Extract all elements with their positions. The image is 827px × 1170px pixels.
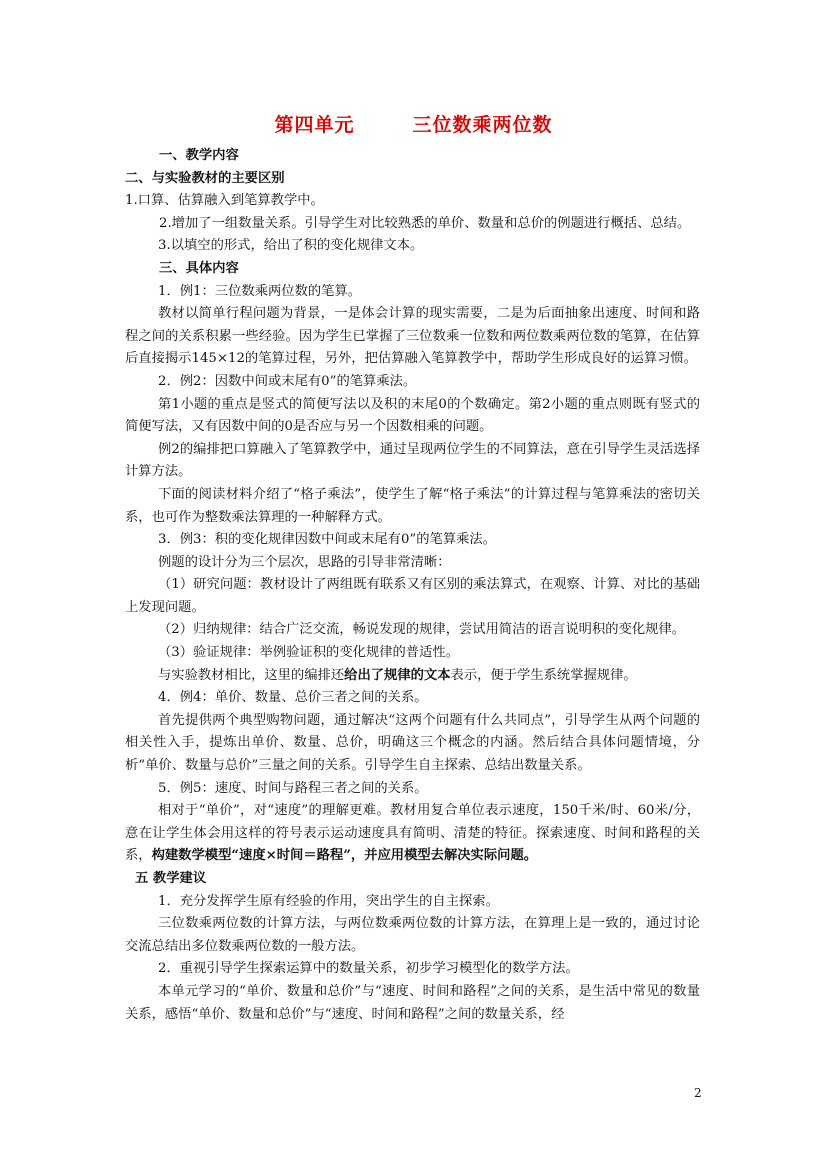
section-heading-1: 一、教学内容 <box>159 148 239 163</box>
paragraph: 教材以简单行程问题为背景，一是体会计算的现实需要，二是为后面抽象出速度、时间和路程之间的关系积累一些经验。因为学生已掌握了三位数乘一位数和两位数乘两位数的笔算，在估算后直接揭示145×12的笔算过程，另外，把估算融入笔算教学中，帮助学生形成良好的运算习惯。 <box>125 306 700 367</box>
paragraph: 1．充分发挥学生原有经验的作用，突出学生的自主探索。 <box>158 893 499 909</box>
section-heading-3: 三、具体内容 <box>159 260 239 276</box>
section-heading-5: 五 教学建议 <box>135 871 207 886</box>
paragraph: 5．例5：速度、时间与路程三者之间的关系。 <box>158 780 428 796</box>
paragraph: 2．例2：因数中间或末尾有0”的笔算乘法。 <box>158 373 417 389</box>
paragraph: （3）验证规律：举例验证积的变化规律的普适性。 <box>158 645 459 661</box>
paragraph: 本单元学习的“单价、数量和总价”与“速度、时间和路程”之间的关系，是生活中常见的数量关系，感悟“单价、数量和总价”与“速度、时间和路程”之间的数量关系，经 <box>125 983 700 1022</box>
section-heading-2: 二、与实验教材的主要区别 <box>125 170 285 186</box>
text-run: 相对于“单价”，对“速度”的理解更难。教材用复合单位表示速度，150千米/时、60米/分，意在让学生体会用这样的符号表示运动速度具有简明、清楚的特征。探索速度、时间和路程的关系， <box>125 803 700 864</box>
paragraph <box>125 665 700 688</box>
page-number: 2 <box>694 1086 702 1100</box>
paragraph: 例题的设计分为三个层次，思路的引导非常清晰： <box>158 554 451 570</box>
text-run: 表示，便于学生系统掌握规律。 <box>450 667 637 683</box>
bold-text-run: 给出了规律的文本 <box>344 667 451 683</box>
document-body <box>125 145 700 1026</box>
paragraph: 三位数乘两位数的计算方法，与两位数乘两位数的计算方法，在算理上是一致的，通过讨论交流总结出多位数乘两位数的一般方法。 <box>125 916 700 954</box>
paragraph: 例2的编排把口算融入了笔算教学中，通过呈现两位学生的不同算法，意在引导学生灵活选择计算方法。 <box>125 441 700 480</box>
paragraph: 3．例3：积的变化规律因数中间或末尾有0”的笔算乘法。 <box>158 532 497 548</box>
paragraph: 1．例1：三位数乘两位数的笔算。 <box>158 283 362 299</box>
paragraph: （2）归纳规律：结合广泛交流，畅说发现的规律，尝试用简洁的语言说明积的变化规律。 <box>158 622 686 638</box>
page-title <box>0 110 827 137</box>
paragraph: 4．例4：单价、数量、总价三者之间的关系。 <box>158 690 428 706</box>
paragraph: 下面的阅读材料介绍了“格子乘法”，使学生了解“格子乘法”的计算过程与笔算乘法的密切关系，也可作为整数乘法算理的一种解释方式。 <box>125 486 700 525</box>
paragraph: 3.以填空的形式，给出了积的变化规律文本。 <box>158 238 424 254</box>
paragraph: 第1小题的重点是竖式的简便写法以及积的末尾0的个数确定。第2小题的重点则既有竖式的简便写法，又有因数中间的0是否应与另一个因数相乘的问题。 <box>125 396 700 435</box>
unit-topic: 三位数乘两位数 <box>412 114 553 136</box>
unit-number: 第四单元 <box>274 114 355 136</box>
paragraph: 首先提供两个典型购物问题，通过解决“这两个问题有什么共同点”，引导学生从两个问题的相关性入手，提炼出单价、数量、总价，明确这三个概念的内涵。然后结合具体问题情境，分析“单价、数量与总价”三量之间的关系。引导学生自主探索、总结出数量关系。 <box>125 712 700 774</box>
paragraph: （1）研究问题：教材设计了两组既有联系又有区别的乘法算式，在观察、计算、对比的基础上发现问题。 <box>125 577 700 615</box>
paragraph: 2．重视引导学生探索运算中的数量关系，初步学习模型化的数学方法。 <box>158 961 579 977</box>
paragraph: 2.增加了一组数量关系。引导学生对比较熟悉的单价、数量和总价的例题进行概括、总结。 <box>159 215 691 231</box>
paragraph: 1.口算、估算融入到笔算教学中。 <box>125 193 324 209</box>
bold-text-run: 构建数学模型“速度×时间＝路程”，并应用模型去解决实际问题。 <box>151 848 538 864</box>
paragraph <box>125 800 700 868</box>
text-run: 与实验教材相比，这里的编排还 <box>158 667 345 683</box>
